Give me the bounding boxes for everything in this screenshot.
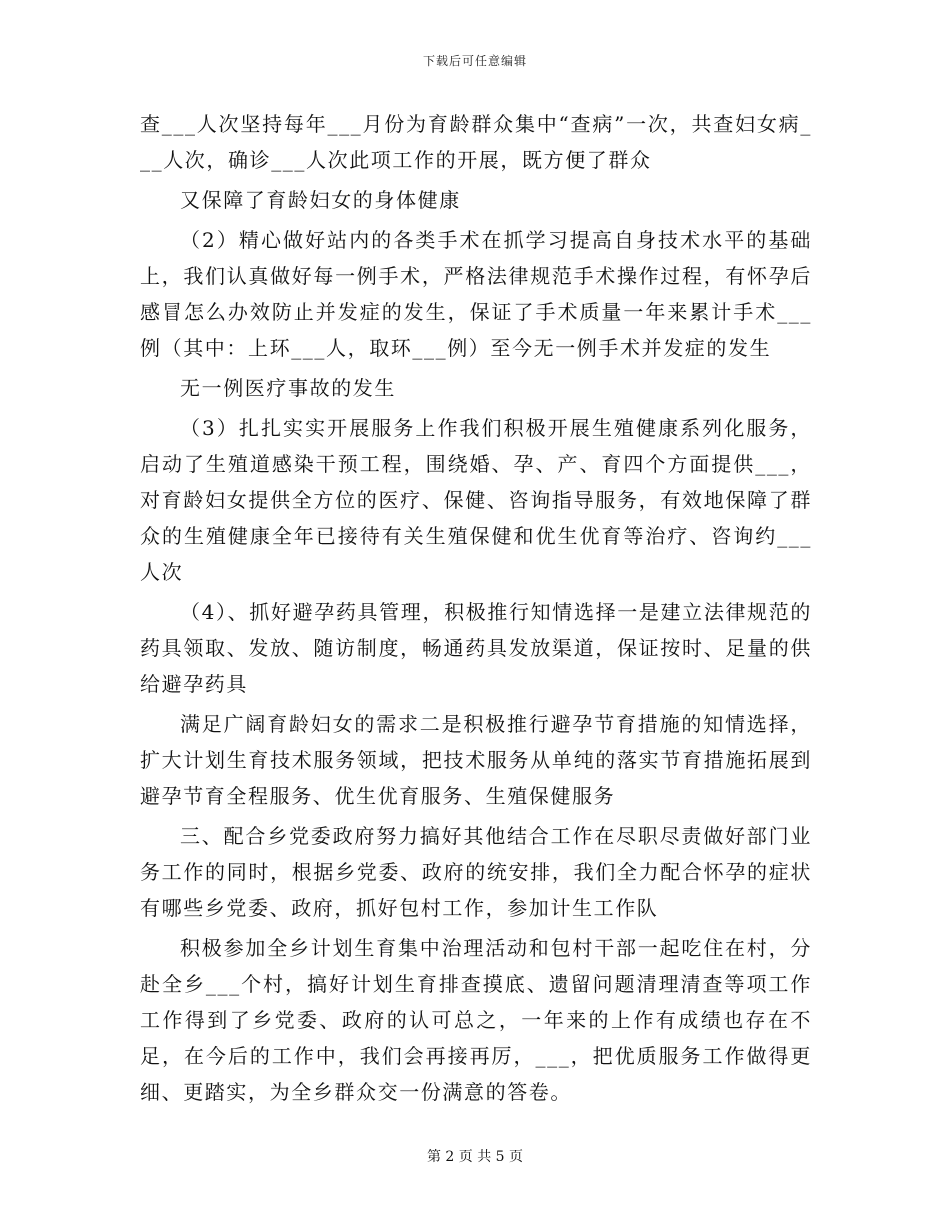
page-number: 第 2 页 共 5 页 <box>426 1149 524 1165</box>
paragraph-7: 满足广阔育龄妇女的需求二是积极推行避孕节育措施的知情选择，扩大计划生育技术服务领域，把技术服务从单纯的落实节育措施拓展到避孕节育全程服务、优生优育服务、生殖保健服务 <box>140 712 812 808</box>
paragraph-9: 积极参加全乡计划生育集中治理活动和包村干部一起吃住在村，分赴全乡___个村，搞好计划生育排查摸底、遗留问题清理清查等项工作工作得到了乡党委、政府的认可总之，一年来的上作有成绩也存在不足，在今后的工作中，我们会再接再厉，___，把优质服务工作做得更细、更踏实，为全乡群众交一份满意的答卷。 <box>140 936 812 1104</box>
paragraph-4: 无一例医疗事故的发生 <box>180 376 396 400</box>
document-body <box>140 106 812 1114</box>
paragraph-6: （4）、抓好避孕药具管理，积极推行知情选择一是建立法律规范的药具领取、发放、随访制度，畅通药具发放渠道，保证按时、足量的供给避孕药具 <box>140 600 812 696</box>
paragraph-3: （2）精心做好站内的各类手术在抓学习提高自身技术水平的基础上，我们认真做好每一例手术，严格法律规范手术操作过程，有怀孕后感冒怎么办效防止并发症的发生，保证了手术质量一年来累计手术___例（其中：上环___人，取环___例）至今无一例手术并发症的发生 <box>140 228 812 360</box>
paragraph-2: 又保障了育龄妇女的身体健康 <box>180 188 461 212</box>
paragraph-8: 三、配合乡党委政府努力搞好其他结合工作在尽职尽责做好部门业务工作的同时，根据乡党委、政府的统安排，我们全力配合怀孕的症状有哪些乡党委、政府，抓好包村工作，参加计生工作队 <box>140 824 812 920</box>
paragraph-1: 查___人次坚持每年___月份为育龄群众集中“查病”一次，共查妇女病___人次，确诊___人次此项工作的开展，既方便了群众 <box>140 112 812 172</box>
paragraph-5: （3）扎扎实实开展服务上作我们积极开展生殖健康系列化服务，启动了生殖道感染干预工程，围绕婚、孕、产、育四个方面提供___，对育龄妇女提供全方位的医疗、保健、咨询指导服务，有效地保障了群众的生殖健康全年已接待有关生殖保健和优生优育等治疗、咨询约___人次 <box>140 416 812 584</box>
header-note: 下载后可任意编辑 <box>422 54 527 68</box>
